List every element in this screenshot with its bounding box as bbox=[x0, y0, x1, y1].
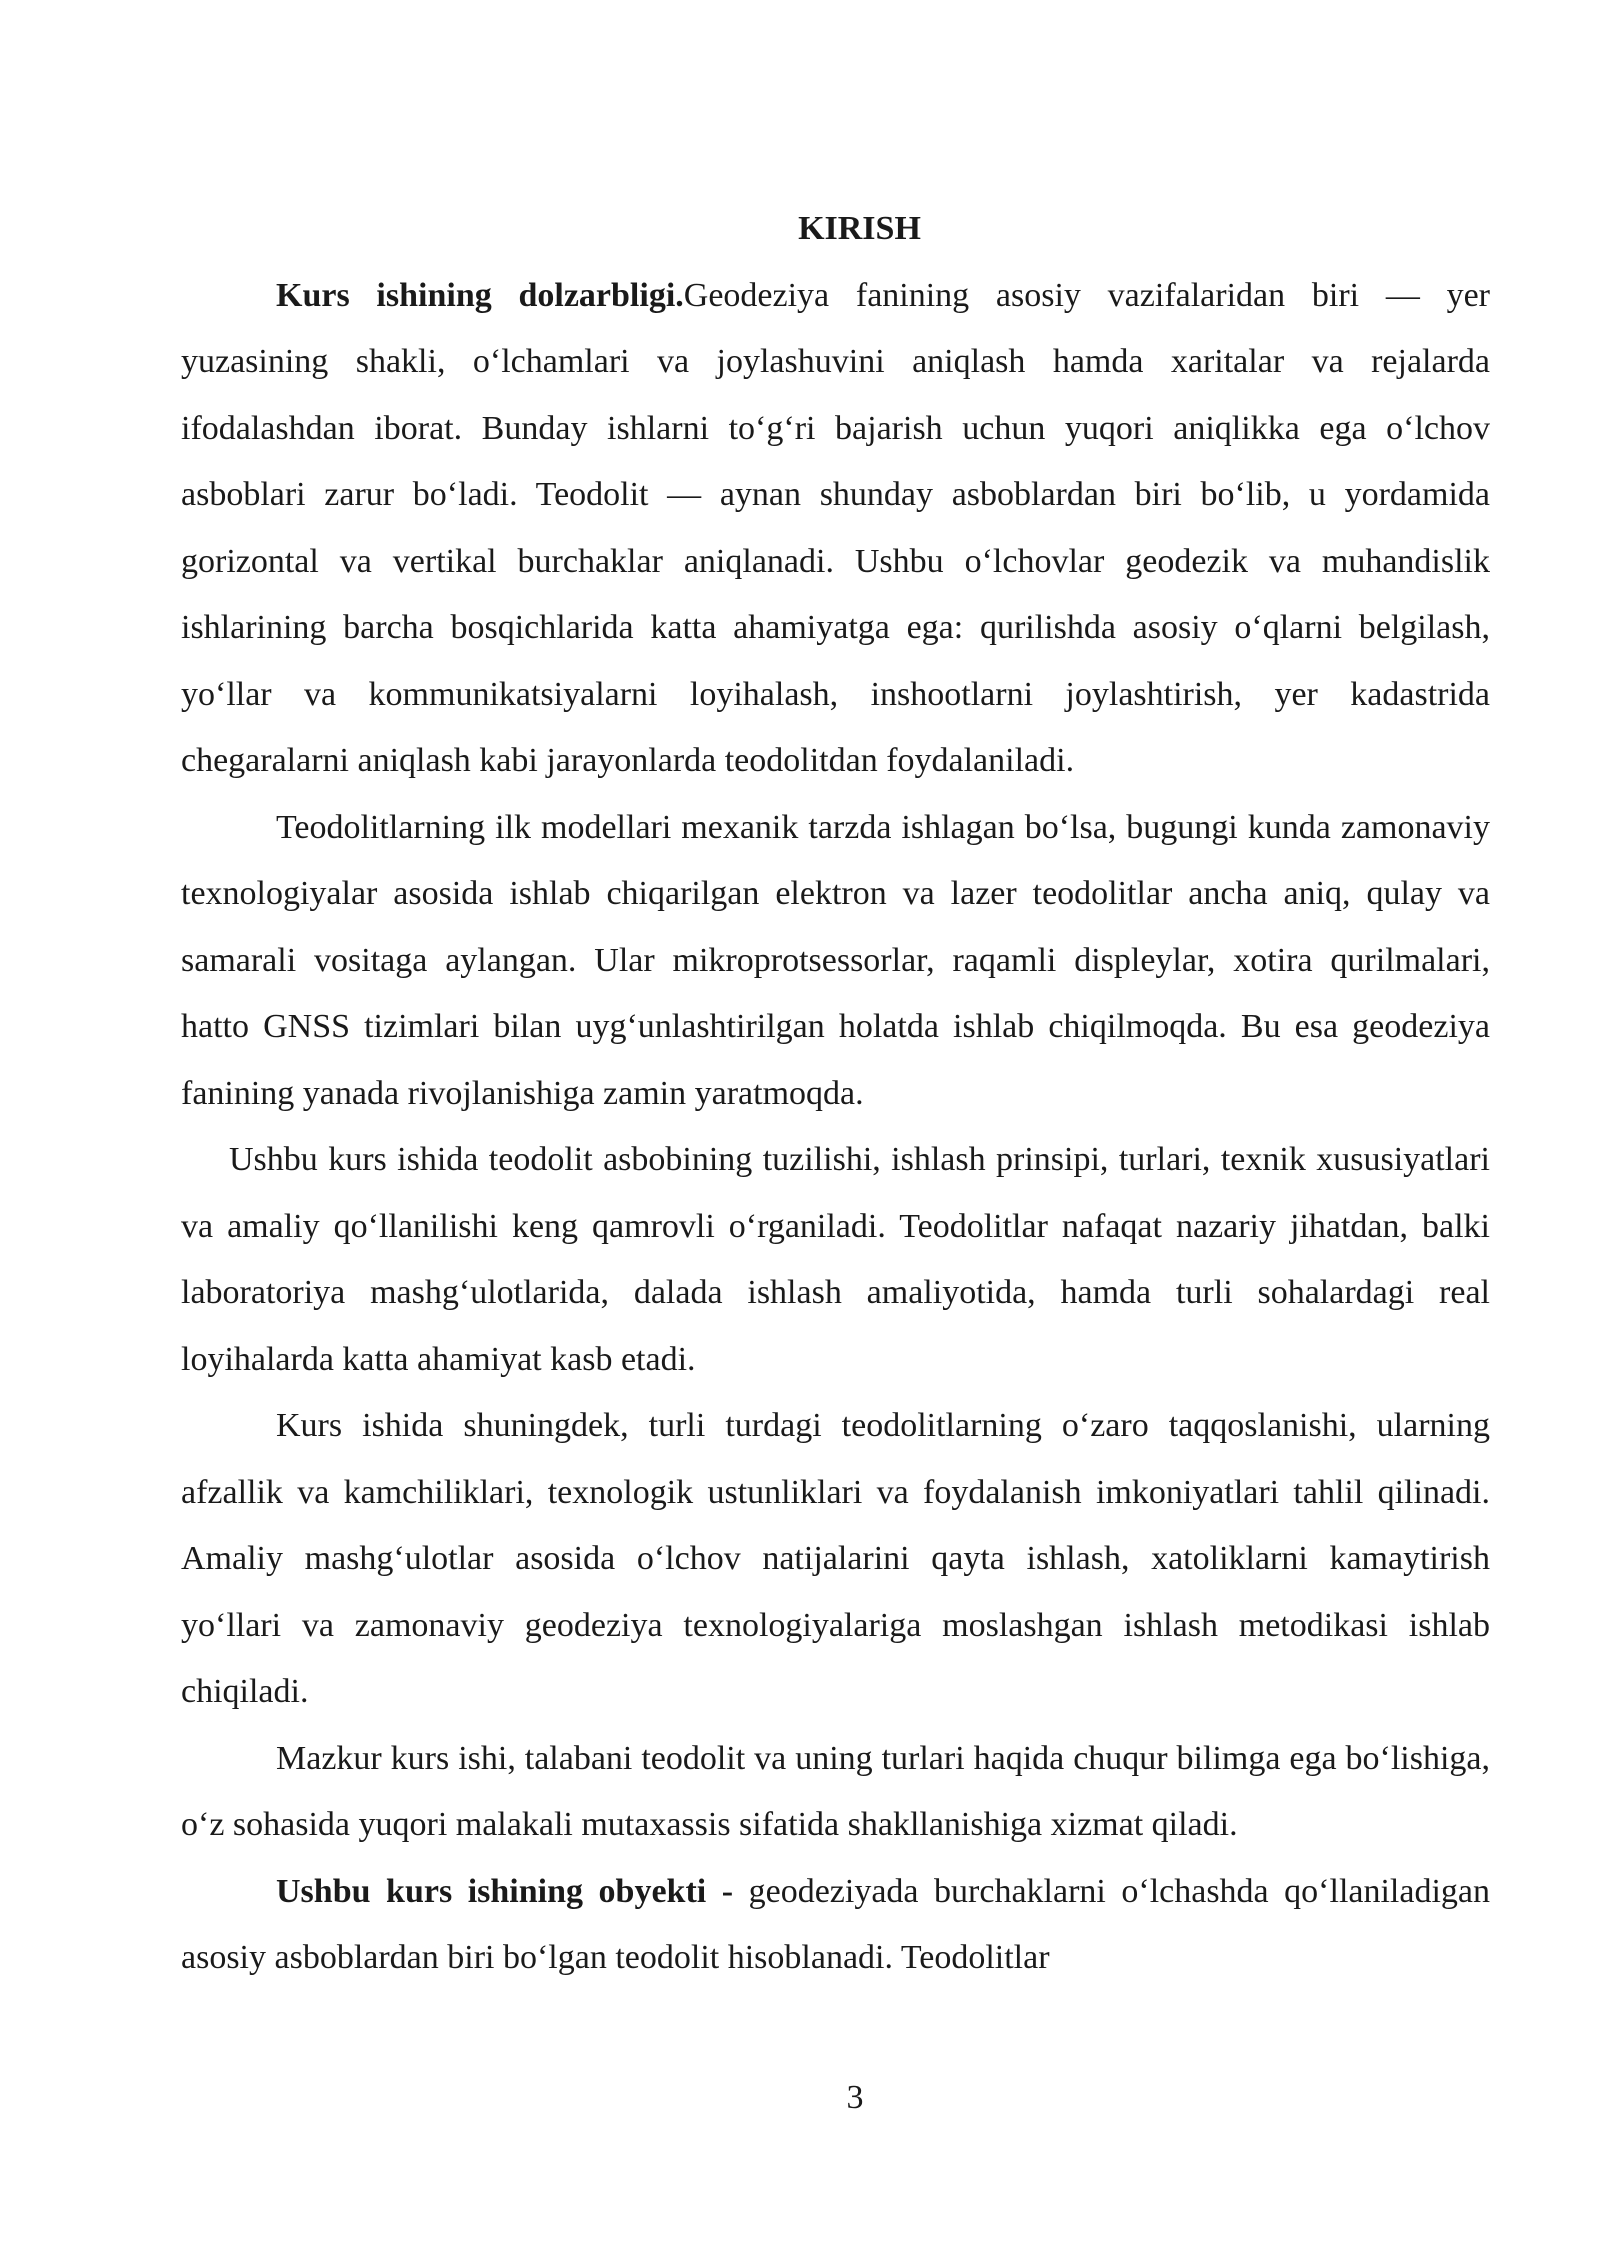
paragraph-text: Teodolitlarning ilk modellari mexanik tarzda ishlagan boʻlsa, bugungi kunda zamonaviy texnologiyalar asosida ishlab chiqarilgan elektron va lazer teodolitlar ancha aniq, qulay va samarali vositaga aylangan. Ular mikroprotsessorlar, raqamli displeylar, xotira qurilmalari, hatto GNSS tizimlari bilan uygʻunlashtirilgan holatda ishlab chiqilmoqda. Bu esa geodeziya fanining yanada rivojlanishiga zamin yaratmoqda. bbox=[181, 808, 1490, 1112]
paragraph-text: Ushbu kurs ishida teodolit asbobining tuzilishi, ishlash prinsipi, turlari, texnik xususiyatlari va amaliy qoʻllanilishi keng qamrovli oʻrganiladi. Teodolitlar nafaqat nazariy jihatdan, balki laboratoriya mashgʻulotlarida, dalada ishlash amaliyotida, hamda turli sohalardagi real loyihalarda katta ahamiyat kasb etadi. bbox=[181, 1141, 1490, 1378]
paragraph-course-scope bbox=[181, 1127, 1490, 1393]
paragraph-text: geodeziyada burchaklarni oʻlchashda qoʻllaniladigan asosiy asboblardan biri boʻlgan teodolit hisoblanadi. Teodolitlar bbox=[181, 1872, 1491, 1976]
page-number: 3 bbox=[846, 2079, 864, 2116]
paragraph-lead-object: Ushbu kurs ishining obyekti - bbox=[276, 1872, 749, 1910]
paragraph-lead-relevance: Kurs ishining dolzarbligi. bbox=[276, 276, 684, 314]
paragraph-text: Geodeziya fanining asosiy vazifalaridan biri — yer yuzasining shakli, oʻlchamlari va joylashuvini aniqlash hamda xaritalar va rejalarda ifodalashdan iborat. Bunday ishlarni toʻgʻri bajarish uchun yuqori aniqlikka ega oʻlchov asboblari zarur boʻladi. Teodolit — aynan shunday asboblardan biri boʻlib, u yordamida gorizontal va vertikal burchaklar aniqlanadi. Ushbu oʻlchovlar geodezik va muhandislik ishlarining barcha bosqichlarida katta ahamiyatga ega: qurilishda asosiy oʻqlarni belgilash, yoʻllar va kommunikatsiyalarni loyihalash, inshootlarni joylashtirish, yer kadastrida chegaralarni aniqlash kabi jarayonlarda teodolitdan foydalaniladi. bbox=[181, 276, 1490, 779]
page-body bbox=[181, 196, 1490, 1992]
paragraph-purpose bbox=[181, 1726, 1490, 1859]
paragraph-theodolite-models bbox=[181, 795, 1490, 1128]
paragraph-text: Kurs ishida shuningdek, turli turdagi teodolitlarning oʻzaro taqqoslanishi, ularning afzallik va kamchiliklari, texnologik ustunliklari va foydalanish imkoniyatlari tahlil qilinadi. Amaliy mashgʻulotlar asosida oʻlchov natijalarini qayta ishlash, xatoliklarni kamaytirish yoʻllari va zamonaviy geodeziya texnologiyalariga moslashgan ishlash metodikasi ishlab chiqiladi. bbox=[181, 1407, 1490, 1710]
paragraph-comparison bbox=[181, 1393, 1490, 1726]
section-heading: KIRISH bbox=[798, 210, 921, 247]
paragraph-text: Mazkur kurs ishi, talabani teodolit va uning turlari haqida chuqur bilimga ega boʻlishiga, oʻz sohasida yuqori malakali mutaxassis sifatida shakllanishiga xizmat qiladi. bbox=[181, 1739, 1490, 1843]
paragraph-object bbox=[181, 1859, 1490, 1992]
paragraph-relevance bbox=[181, 263, 1490, 795]
